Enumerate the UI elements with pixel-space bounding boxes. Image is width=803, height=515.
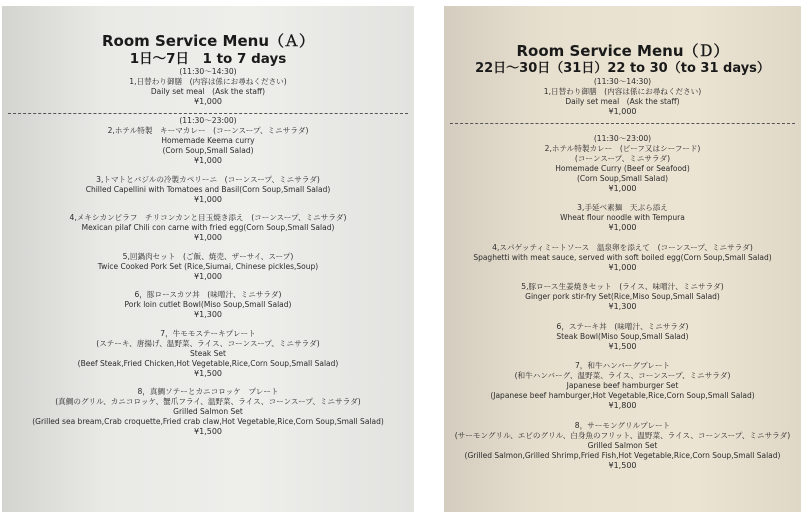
item-name-jp: 2,ホテル特製カレー (ビーフ又はシーフード): [544, 143, 701, 153]
item-contents-jp: (和牛ハンバーグ、温野菜、ライス、コーンスープ、ミニサラダ): [514, 371, 731, 380]
menu-item: [444, 203, 801, 233]
menu-item: [444, 421, 801, 471]
item-name-jp: 4,スパゲッティミートソース 温泉卵を添えて (コーンスープ、ミニサラダ): [492, 242, 753, 252]
item-contents-jp: (コーンスープ、ミニサラダ): [574, 153, 671, 163]
item-name-jp: 6，豚ロースカツ丼 (味噌汁、ミニサラダ): [134, 290, 282, 299]
item-name-jp: 3,トマトとバジルの冷製カペリーニ (コーンスープ、ミニサラダ): [96, 174, 320, 184]
menu-page-d: [444, 6, 801, 512]
item-sides: (Grilled sea bream,Crab croquette,Fried crab claw,Hot Vegetable,Rice,Corn Soup,Small Salad): [32, 417, 384, 426]
item-name-jp: 7，牛モモステーキプレート: [160, 328, 256, 338]
item-name-jp: 4,メキシカンピラフ チリコンカンと目玉焼き添え (コーンスープ、ミニサラダ): [69, 213, 347, 222]
menu-item: [444, 243, 801, 273]
menu-dates: 1日〜7日 1 to 7 days: [129, 51, 287, 67]
item-price: ¥1,500: [194, 368, 222, 378]
item-price: ¥1,500: [194, 427, 222, 436]
item-name-jp: 2,ホテル特製 キーマカレー (コーンスープ、ミニサラダ): [107, 126, 309, 135]
menu-item: [444, 322, 801, 352]
main-hours-block: [444, 134, 801, 144]
item-name-en: Homemade Keema curry: [161, 136, 255, 145]
daily-hours: (11:30〜14:30): [593, 77, 652, 86]
item-name-en: Grilled Salmon Set: [173, 407, 243, 416]
menu-item: [444, 282, 801, 312]
item-name-en: Homemade Curry (Beef or Seafood): [555, 163, 690, 173]
item-price: ¥1,000: [194, 156, 222, 165]
menu-item: [2, 290, 414, 320]
item-price: ¥1,000: [608, 107, 637, 116]
item-name-jp: 6，ステーキ丼 (味噌汁、ミニサラダ): [556, 321, 689, 331]
menu-item: [2, 126, 414, 166]
item-name-jp: 1,日替わり御膳 (内容は係にお尋ねください): [129, 77, 287, 86]
item-price: ¥1,300: [608, 302, 637, 311]
item-price: ¥1,000: [194, 233, 222, 242]
item-contents-jp: (サーモングリル、エビのグリル、白身魚のフリット、温野菜、ライス、コーンスープ、ミニサラダ): [454, 430, 791, 440]
menu-page-a: [2, 6, 414, 512]
menu-title: Room Service Menu（Ｄ）: [516, 42, 729, 60]
item-name-jp: 5,回鍋肉セット (ご飯、焼売、ザーサイ、スープ): [122, 251, 294, 261]
menu-item: [2, 252, 414, 282]
item-price: ¥1,000: [608, 183, 637, 193]
item-sides: (Corn Soup,Small Salad): [576, 173, 669, 183]
item-name-jp: 7，和牛ハンバーグプレート: [574, 361, 671, 370]
item-name-en: Chilled Capellini with Tomatoes and Basil(Corn Soup,Small Salad): [85, 184, 331, 194]
main-hours-block: [2, 116, 414, 126]
daily-hours: (11:30〜14:30): [179, 67, 237, 76]
item-price: ¥1,300: [194, 310, 222, 319]
menu-title: Room Service Menu（Ａ）: [101, 32, 315, 50]
item-name-jp: 3,手延べ素麺 天ぷら添え: [577, 203, 668, 212]
item-name-en: Daily set meal (Ask the staff): [565, 97, 680, 106]
item-name-en: Pork loin cutlet Bowl(Miso Soup,Small Salad): [124, 300, 292, 309]
item-price: ¥1,000: [608, 223, 637, 232]
item-contents-jp: (ステーキ、唐揚げ、温野菜、ライス、コーンスープ、ミニサラダ): [96, 338, 320, 348]
item-name-en: Ginger pork stir-fry Set(Rice,Miso Soup,Small Salad): [525, 292, 720, 301]
main-hours: (11:30〜23:00): [179, 116, 237, 125]
menu-item: [2, 213, 414, 243]
menu-dates: 22日〜30日（31日）22 to 30（to 31 days）: [475, 61, 770, 76]
item-price: ¥1,500: [608, 460, 637, 470]
menu-item: [444, 144, 801, 194]
menu-header: [444, 6, 801, 87]
item-name-en: Daily set meal (Ask the staff): [150, 87, 266, 96]
item-name-jp: 8，真鯛ソテーとカニコロッケ プレート: [137, 387, 279, 396]
item-name-en: Spaghetti with meat sauce, served with soft boiled egg(Corn Soup,Small Salad): [473, 252, 772, 262]
item-price: ¥1,800: [608, 401, 637, 410]
menu-item: [2, 175, 414, 205]
item-name-en: Wheat flour noodle with Tempura: [560, 213, 685, 222]
item-sides: (Japanese beef hamburger,Hot Vegetable,Rice,Corn Soup,Small Salad): [490, 391, 755, 400]
item-name-jp: 1,日替わり御膳 (内容は係にお尋ねください): [543, 87, 702, 96]
item-sides: (Beef Steak,Fried Chicken,Hot Vegetable,Rice,Corn Soup,Small Salad): [77, 358, 339, 368]
item-name-en: Steak Set: [190, 348, 226, 358]
item-sides: (Corn Soup,Small Salad): [162, 146, 254, 155]
item-name-jp: 8，サーモングリルプレート: [574, 420, 671, 430]
item-name-en: Japanese beef hamburger Set: [566, 381, 679, 390]
item-price: ¥1,000: [194, 194, 222, 204]
item-name-en: Mexican pilaf Chili con carne with fried egg(Corn Soup,Small Salad): [81, 223, 335, 232]
item-contents-jp: (真鯛のグリル、カニコロッケ、蟹爪フライ、温野菜、ライス、コーンスープ、ミニサラダ): [55, 397, 361, 406]
item-name-en: Steak Bowl(Miso Soup,Small Salad): [556, 331, 689, 341]
menu-item-daily: [2, 77, 414, 107]
main-hours: (11:30〜23:00): [593, 133, 652, 143]
item-name-en: Grilled Salmon Set: [587, 440, 658, 450]
item-price: ¥1,000: [194, 97, 222, 106]
menu-header: [2, 6, 414, 77]
menu-item: [2, 387, 414, 437]
item-price: ¥1,000: [194, 271, 222, 281]
item-price: ¥1,500: [608, 341, 637, 351]
item-price: ¥1,000: [608, 262, 637, 272]
menu-item: [2, 329, 414, 379]
menu-item: [444, 361, 801, 411]
item-sides: (Grilled Salmon,Grilled Shrimp,Fried Fish,Hot Vegetable,Rice,Corn Soup,Small Salad): [464, 450, 781, 460]
item-name-en: Twice Cooked Pork Set (Rice,Siumai, Chinese pickles,Soup): [97, 261, 319, 271]
menu-item-daily: [444, 87, 801, 117]
item-name-jp: 5,豚ロース生姜焼きセット (ライス、味噌汁、ミニサラダ): [521, 282, 724, 291]
